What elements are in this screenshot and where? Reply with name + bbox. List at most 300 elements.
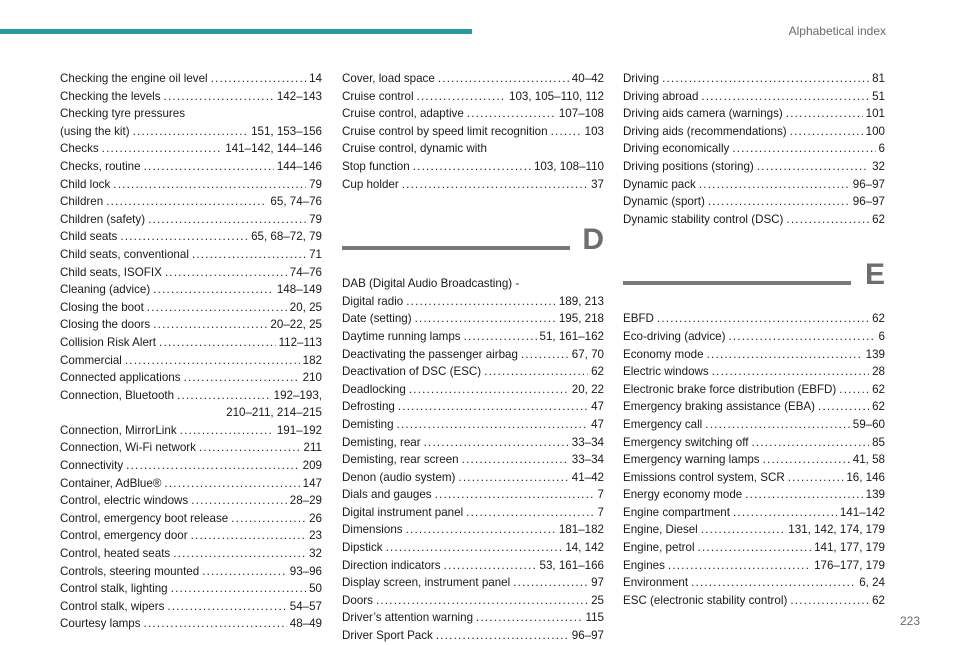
index-entry <box>623 434 885 452</box>
index-entry-pages: 189, 213 <box>558 294 604 308</box>
index-entry-line <box>60 316 322 334</box>
index-entry-term: Dynamic stability control (DSC) <box>623 212 784 226</box>
index-entry-pages: 103, 105–110, 112 <box>509 89 604 103</box>
index-entry-pages: 47 <box>591 417 604 431</box>
index-entry-term: Emergency call <box>623 417 703 431</box>
index-entry-line <box>60 211 322 229</box>
dot-leader <box>402 176 588 194</box>
index-entry-term: Connectivity <box>60 459 124 473</box>
index-entry <box>623 328 885 346</box>
index-column-1 <box>60 70 322 633</box>
index-entry-line <box>623 193 885 211</box>
index-entry <box>623 539 885 557</box>
index-entry-term: Engine compartment <box>623 505 730 519</box>
index-entry-term: Digital radio <box>342 294 404 308</box>
dot-leader <box>839 381 869 399</box>
index-entry-pages: 141, 177, 179 <box>814 541 885 555</box>
dot-leader <box>444 557 537 575</box>
dot-leader <box>165 264 287 282</box>
index-entry-pages: 192–193, <box>273 388 322 402</box>
index-entry-line <box>342 451 604 469</box>
index-entry-line <box>623 123 885 141</box>
index-entry-line <box>623 140 885 158</box>
index-entry-term: Driving aids (recommendations) <box>623 124 787 138</box>
dot-leader <box>786 105 863 123</box>
dot-leader <box>751 434 869 452</box>
index-entry-line <box>60 281 322 299</box>
index-entry-line <box>623 469 885 487</box>
index-entry-line <box>342 328 604 346</box>
header-accent-bar <box>0 29 472 34</box>
index-entry <box>623 574 885 592</box>
index-entry-term: Children (safety) <box>60 212 146 226</box>
index-entry-term: Child seats, conventional <box>60 247 189 261</box>
index-entry-line <box>623 105 885 123</box>
index-entry-line <box>623 363 885 381</box>
index-entry-term: Eco-driving (advice) <box>623 329 726 343</box>
index-entry-line <box>60 246 322 264</box>
index-entry-pages: 67, 70 <box>571 347 604 361</box>
index-entry-pages: 182 <box>302 353 322 367</box>
index-entry <box>623 105 885 123</box>
index-entry-pages: 141–142, 144–146 <box>225 142 322 156</box>
index-entry <box>60 615 322 633</box>
index-entry-pages: 131, 142, 174, 179 <box>788 523 885 537</box>
index-entry-line <box>60 475 322 493</box>
index-entry <box>623 176 885 194</box>
index-entry-term: EBFD <box>623 312 654 326</box>
index-entry-pages: 62 <box>872 212 885 226</box>
dot-leader <box>211 70 306 88</box>
index-entry <box>623 346 885 364</box>
index-entry-pages: 23 <box>309 529 322 543</box>
dot-leader <box>701 88 869 106</box>
dot-leader <box>167 598 286 616</box>
index-entry-line <box>60 228 322 246</box>
index-entry-pages: 142–143 <box>276 89 322 103</box>
dot-leader <box>173 545 306 563</box>
index-entry-line <box>623 434 885 452</box>
dot-leader <box>691 574 856 592</box>
index-entry <box>623 451 885 469</box>
index-entry <box>623 486 885 504</box>
index-entry <box>60 598 322 616</box>
index-entry-pages: 139 <box>865 347 885 361</box>
section-header <box>623 248 885 304</box>
dot-leader <box>484 363 588 381</box>
index-entry <box>60 70 322 88</box>
section-header <box>342 213 604 269</box>
index-entry-line <box>623 381 885 399</box>
index-entry <box>342 469 604 487</box>
index-entry-term: Demisting, rear <box>342 435 421 449</box>
index-entry <box>60 545 322 563</box>
index-entry-pages: 28–29 <box>289 494 322 508</box>
index-entry <box>623 469 885 487</box>
index-entry <box>342 486 604 504</box>
dot-leader <box>668 557 811 575</box>
index-entry-line <box>342 363 604 381</box>
index-entry-term: Connected applications <box>60 371 181 385</box>
dot-leader <box>106 193 267 211</box>
index-entry-pages: 141–142 <box>839 505 885 519</box>
index-entry-pages: 51, 161–162 <box>539 329 604 343</box>
index-entry <box>342 328 604 346</box>
index-entry-term: Dials and gauges <box>342 488 432 502</box>
index-entry-line <box>342 469 604 487</box>
index-entry-term: Emergency switching off <box>623 435 749 449</box>
dot-leader <box>466 504 594 522</box>
index-entry-term: Dynamic pack <box>623 177 696 191</box>
index-entry <box>60 492 322 510</box>
dot-leader <box>712 363 869 381</box>
index-column-2 <box>342 70 604 645</box>
index-entry-line <box>60 563 322 581</box>
index-entry-line <box>342 574 604 592</box>
index-entry-line <box>623 557 885 575</box>
index-entry-term: Checks, routine <box>60 159 141 173</box>
index-entry-pages: 144–146 <box>276 159 322 173</box>
index-entry-term: Driving <box>623 72 660 85</box>
index-entry-term: Demisting, rear screen <box>342 453 459 467</box>
index-entry-pages: 32 <box>309 547 322 561</box>
page-header-title: Alphabetical index <box>788 24 886 38</box>
index-entry-term: Electronic brake force distribution (EBFD) <box>623 382 837 396</box>
index-entry-term: Container, AdBlue® <box>60 476 162 490</box>
index-entry-term: Environment <box>623 576 689 590</box>
index-entry-line <box>342 293 604 311</box>
index-entry <box>623 521 885 539</box>
index-entry-line <box>60 176 322 194</box>
dot-leader <box>386 539 563 557</box>
index-entry-term: Dipstick <box>342 541 383 555</box>
index-entry-pages: 16, 146 <box>846 470 885 484</box>
index-entry <box>342 140 604 175</box>
index-entry-line <box>342 557 604 575</box>
dot-leader <box>707 346 863 364</box>
dot-leader <box>397 416 589 434</box>
index-entry-term: Connection, MirrorLink <box>60 423 177 437</box>
index-entry-line <box>60 580 322 598</box>
index-entry-term: Child seats, ISOFIX <box>60 265 162 279</box>
index-entry-line <box>60 140 322 158</box>
index-entry-term: Controls, steering mounted <box>60 564 200 578</box>
index-entry-line <box>60 105 322 123</box>
index-entry-pages: 210 <box>302 371 322 385</box>
index-entry <box>60 334 322 352</box>
dot-leader <box>376 592 588 610</box>
index-entry-line <box>623 416 885 434</box>
index-entry-line <box>342 434 604 452</box>
dot-leader <box>113 176 306 194</box>
index-entry-line <box>60 492 322 510</box>
index-entry-term: Cleaning (advice) <box>60 283 151 297</box>
index-entry-line <box>342 275 604 293</box>
dot-leader <box>144 158 274 176</box>
index-entry-pages: 79 <box>309 212 322 226</box>
index-entry <box>60 176 322 194</box>
index-entry-line <box>342 310 604 328</box>
index-entry-pages: 37 <box>591 177 604 191</box>
index-entry <box>623 363 885 381</box>
section-letter: D <box>582 223 604 257</box>
index-entry-term: Driving economically <box>623 142 730 156</box>
index-entry-term: Control, emergency door <box>60 529 188 543</box>
index-entry <box>623 381 885 399</box>
index-entry-term: Engines <box>623 558 665 572</box>
index-entry-pages: 51 <box>872 89 885 103</box>
index-entry <box>623 193 885 211</box>
index-entry-term: Driving abroad <box>623 89 699 103</box>
index-entry-term: Closing the doors <box>60 318 151 332</box>
index-entry-line <box>60 193 322 211</box>
dot-leader <box>177 387 271 405</box>
dot-leader <box>406 521 556 539</box>
index-entry <box>60 475 322 493</box>
index-entry-line <box>60 615 322 633</box>
index-entry-line <box>623 486 885 504</box>
index-entry-term: Driving positions (storing) <box>623 159 754 173</box>
dot-leader <box>120 228 248 246</box>
index-entry <box>342 310 604 328</box>
index-entry <box>342 434 604 452</box>
index-entry-line <box>342 486 604 504</box>
dot-leader <box>467 105 556 123</box>
dot-leader <box>398 398 588 416</box>
index-entry-line <box>623 88 885 106</box>
index-entry-pages: 93–96 <box>289 564 322 578</box>
index-entry-term: Commercial <box>60 353 122 367</box>
index-entry-term: Energy economy mode <box>623 488 743 502</box>
index-entry-term: Control, electric windows <box>60 494 189 508</box>
index-entry-line <box>342 539 604 557</box>
dot-leader <box>413 158 531 176</box>
index-entry-pages: 97 <box>591 576 604 590</box>
index-entry-line <box>60 545 322 563</box>
index-entry-line <box>342 416 604 434</box>
index-entry-term: Daytime running lamps <box>342 329 461 343</box>
index-entry-pages: 20–22, 25 <box>270 318 322 332</box>
index-entry-line <box>342 70 604 88</box>
dot-leader <box>701 521 786 539</box>
dot-leader <box>102 140 223 158</box>
index-entry-pages: 176–177, 179 <box>814 558 885 572</box>
index-entry-pages: 195, 218 <box>558 312 604 326</box>
index-entry-line <box>60 369 322 387</box>
index-entry-line <box>623 158 885 176</box>
index-entry-term: Emergency braking assistance (EBA) <box>623 400 816 414</box>
index-entry <box>60 158 322 176</box>
index-entry-term: Economy mode <box>623 347 704 361</box>
dot-leader <box>763 451 850 469</box>
dot-leader <box>551 123 582 141</box>
index-entry-pages: 151, 153–156 <box>251 124 322 138</box>
index-entry <box>60 422 322 440</box>
dot-leader <box>699 176 850 194</box>
index-entry-line <box>60 334 322 352</box>
index-entry-line <box>342 398 604 416</box>
index-entry <box>60 299 322 317</box>
index-entry-pages: 147 <box>302 476 322 490</box>
index-entry-pages: 112–113 <box>278 335 322 349</box>
index-entry-line <box>60 352 322 370</box>
index-entry <box>342 416 604 434</box>
index-entry-term: Connection, Bluetooth <box>60 388 175 402</box>
section-divider <box>623 281 851 285</box>
index-entry-pages: 50 <box>309 582 322 596</box>
index-entry-pages: 101 <box>865 107 885 121</box>
index-entry-pages: 65, 74–76 <box>270 195 322 209</box>
dot-leader <box>171 580 306 598</box>
index-entry-term: Direction indicators <box>342 558 441 572</box>
index-entry-term: Checking tyre pressures <box>60 107 186 121</box>
index-entry-pages: 14, 142 <box>565 541 604 555</box>
index-entry <box>60 316 322 334</box>
index-entry <box>342 592 604 610</box>
index-entry <box>60 352 322 370</box>
index-entry-pages: 96–97 <box>852 195 885 209</box>
index-entry <box>623 310 885 328</box>
index-entry-term: Control stalk, lighting <box>60 582 168 596</box>
index-entry-pages: 211 <box>303 441 322 455</box>
section-divider <box>342 246 570 250</box>
index-entry-term: Checking the levels <box>60 89 161 103</box>
index-entry-term: Control stalk, wipers <box>60 599 165 613</box>
index-entry-pages: 6 <box>878 329 885 343</box>
index-entry-term: Deactivating the passenger airbag <box>342 347 518 361</box>
index-entry-pages: 20, 22 <box>571 382 604 396</box>
index-entry-term: Date (setting) <box>342 312 412 326</box>
index-entry <box>60 228 322 246</box>
index-entry-line <box>342 592 604 610</box>
dot-leader <box>191 492 287 510</box>
dot-leader <box>732 140 875 158</box>
index-entry-term: Doors <box>342 593 373 607</box>
index-entry-pages: 81 <box>872 72 885 85</box>
index-entry-pages: 28 <box>872 365 885 379</box>
index-entry-term: Engine, Diesel <box>623 523 698 537</box>
index-entry <box>342 381 604 399</box>
index-entry <box>342 88 604 106</box>
dot-leader <box>126 457 300 475</box>
index-entry <box>60 563 322 581</box>
index-entry-pages: 85 <box>872 435 885 449</box>
index-entry-line <box>60 123 322 141</box>
index-entry-pages: 25 <box>591 593 604 607</box>
index-entry <box>623 123 885 141</box>
index-entry <box>60 369 322 387</box>
dot-leader <box>436 627 569 645</box>
index-entry-pages: 100 <box>865 124 885 138</box>
index-entry-term: Denon (audio system) <box>342 470 456 484</box>
index-entry-line <box>623 504 885 522</box>
dot-leader <box>125 352 300 370</box>
index-entry-line <box>623 346 885 364</box>
index-entry <box>60 140 322 158</box>
index-entry-line <box>342 381 604 399</box>
index-entry-term: DAB (Digital Audio Broadcasting) - <box>342 277 520 291</box>
index-entry-term: Electric windows <box>623 365 709 379</box>
index-entry-line <box>342 521 604 539</box>
index-entry-line <box>623 176 885 194</box>
index-entry-line <box>60 510 322 528</box>
index-entry-pages: 41–42 <box>571 470 604 484</box>
index-entry <box>60 105 322 140</box>
index-entry-pages: 40–42 <box>571 72 604 85</box>
index-entry-term: Deactivation of DSC (ESC) <box>342 365 482 379</box>
index-entry-pages: 54–57 <box>289 599 322 613</box>
dot-leader <box>153 281 274 299</box>
index-entry <box>60 527 322 545</box>
index-entry-pages: 32 <box>872 159 885 173</box>
index-entry-pages: 181–182 <box>558 523 604 537</box>
index-entry <box>60 387 322 422</box>
index-entry-line <box>623 574 885 592</box>
index-entry-line <box>342 123 604 141</box>
index-entry-pages: 7 <box>597 488 604 502</box>
dot-leader <box>191 527 307 545</box>
index-entry-line <box>60 439 322 457</box>
index-entry-term: Stop function <box>342 159 410 173</box>
dot-leader <box>435 486 595 504</box>
dot-leader <box>521 346 569 364</box>
index-entry-term: Defrosting <box>342 400 395 414</box>
section-letter: E <box>864 258 885 292</box>
index-entry-line <box>60 264 322 282</box>
index-entry-pages: 103, 108–110 <box>533 159 604 173</box>
dot-leader <box>409 381 569 399</box>
index-entry-pages: 96–97 <box>852 177 885 191</box>
dot-leader <box>192 246 306 264</box>
index-entry <box>60 88 322 106</box>
index-entry <box>623 158 885 176</box>
index-entry-pages: 41, 58 <box>852 453 885 467</box>
index-entry-pages-continued: 210–211, 214–215 <box>226 406 322 420</box>
index-entry-line <box>623 70 885 88</box>
dot-leader <box>657 310 869 328</box>
index-entry-pages: 33–34 <box>571 453 604 467</box>
index-entry-pages: 148–149 <box>276 283 322 297</box>
index-entry-pages: 71 <box>309 247 322 261</box>
index-entry-term: Closing the boot <box>60 300 144 314</box>
index-entry <box>342 105 604 123</box>
index-entry-term: Cup holder <box>342 177 399 191</box>
index-entry <box>342 398 604 416</box>
index-entry-line <box>342 158 604 176</box>
dot-leader <box>476 609 582 627</box>
index-entry-pages: 62 <box>872 593 885 607</box>
dot-leader <box>438 70 569 88</box>
index-entry-line <box>60 387 322 405</box>
index-entry-line <box>342 88 604 106</box>
dot-leader <box>458 469 568 487</box>
index-entry-term: Children <box>60 195 104 209</box>
dot-leader <box>153 316 267 334</box>
dot-leader <box>788 469 844 487</box>
index-entry <box>342 123 604 141</box>
index-entry <box>623 416 885 434</box>
dot-leader <box>790 123 863 141</box>
dot-leader <box>159 334 276 352</box>
dot-leader <box>818 398 869 416</box>
index-entry <box>342 504 604 522</box>
index-entry-term: (using the kit) <box>60 124 130 138</box>
index-column-3 <box>623 70 885 609</box>
index-entry-term: Cruise control, dynamic with <box>342 142 487 156</box>
index-entry-term: Driver’s attention warning <box>342 611 474 625</box>
index-entry <box>60 510 322 528</box>
dot-leader <box>733 504 837 522</box>
